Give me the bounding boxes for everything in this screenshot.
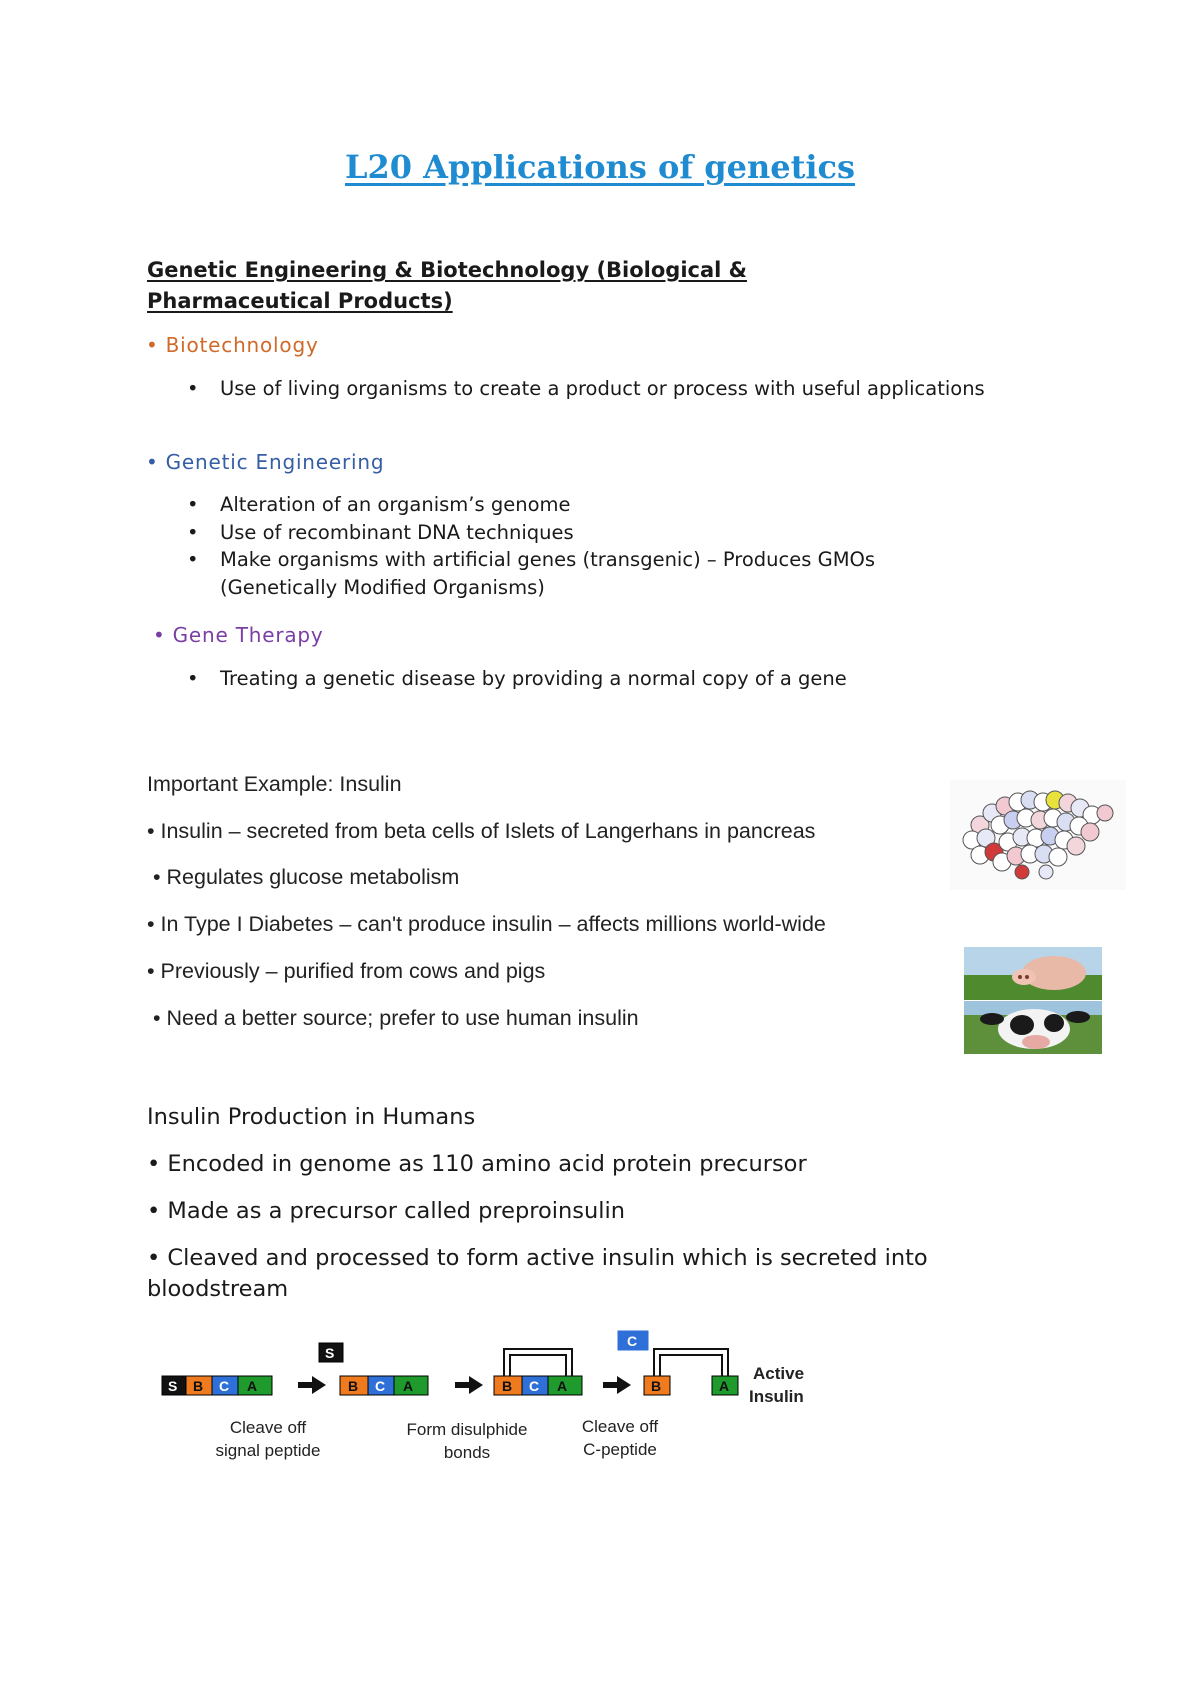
production-heading: Insulin Production in Humans <box>147 1104 476 1130</box>
segment-c-label: C <box>529 1378 540 1394</box>
subhead-gene-therapy <box>153 623 324 647</box>
example-item: • Regulates glucose metabolism <box>153 865 460 889</box>
bonded-proinsulin-chain <box>494 1349 582 1395</box>
production-item: • Encoded in genome as 110 amino acid protein precursor <box>147 1151 807 1177</box>
list-item-text: Use of recombinant DNA techniques <box>220 520 574 544</box>
subhead-genetic-engineering <box>146 450 384 474</box>
section-heading: Genetic Engineering & Biotechnology (Biological & Pharmaceutical Products) <box>147 258 747 313</box>
page-title: L20 Applications of genetics <box>344 148 856 186</box>
subhead-label: Gene Therapy <box>172 623 324 647</box>
segment-c-label: C <box>375 1378 386 1394</box>
example-heading: Important Example: Insulin <box>147 772 402 796</box>
list-item-text: Use of living organisms to create a product or process with useful applications <box>220 377 985 400</box>
segment-s-label: S <box>168 1378 178 1394</box>
bullet: • <box>146 333 159 357</box>
segment-s-label: S <box>325 1345 335 1361</box>
arrow-icon <box>455 1376 483 1394</box>
proinsulin-chain <box>340 1376 428 1395</box>
list-item-text: Alteration of an organism’s genome <box>220 493 571 516</box>
bullet: • <box>187 520 199 544</box>
genetic-engineering-list <box>187 491 987 601</box>
list-item-text: Make organisms with artificial genes (transgenic) – Produces GMOs (Genetically Modified Organisms) <box>220 548 876 599</box>
gene-therapy-list <box>187 665 987 693</box>
production-item: • Made as a precursor called preproinsulin <box>147 1198 626 1224</box>
insulin-molecule-image <box>950 780 1126 890</box>
arrow-icon <box>603 1376 631 1394</box>
step3-label-line2: C-peptide <box>583 1440 657 1459</box>
list-item <box>187 491 987 519</box>
step1-label-line2: signal peptide <box>215 1441 321 1460</box>
example-item: • In Type I Diabetes – can't produce insulin – affects millions world-wide <box>147 912 826 936</box>
production-item: • Cleaved and processed to form active insulin which is secreted into bloodstream <box>147 1245 928 1302</box>
segment-b-label: B <box>651 1378 662 1394</box>
bullet: • <box>187 377 199 400</box>
segment-a-label: A <box>247 1378 258 1394</box>
example-item: • Insulin – secreted from beta cells of Islets of Langerhans in pancreas <box>147 819 816 843</box>
example-item: • Need a better source; prefer to use human insulin <box>153 1006 639 1030</box>
active-insulin-chain <box>644 1349 738 1395</box>
list-item <box>187 519 987 547</box>
subhead-label: Genetic Engineering <box>165 450 385 474</box>
bullet: • <box>146 450 159 474</box>
segment-c-label: C <box>627 1333 638 1349</box>
segment-b-label: B <box>348 1378 359 1394</box>
segment-a-label: A <box>403 1378 414 1394</box>
subhead-biotechnology <box>146 333 319 357</box>
bullet: • <box>187 493 199 516</box>
list-item <box>187 546 960 601</box>
step1-label-line1: Cleave off <box>229 1418 307 1437</box>
subhead-label: Biotechnology <box>165 333 319 357</box>
bullet: • <box>153 623 166 647</box>
biotechnology-list <box>187 375 987 403</box>
arrow-icon <box>298 1376 326 1394</box>
preproinsulin-chain <box>162 1376 272 1395</box>
list-item <box>187 665 987 693</box>
bullet: • <box>187 548 199 571</box>
segment-b-label: B <box>193 1378 204 1394</box>
example-item: • Previously – purified from cows and pigs <box>147 959 546 983</box>
bullet: • <box>187 667 199 690</box>
step3-label-line1: Cleave off <box>581 1417 659 1436</box>
step2-label-line2: bonds <box>443 1443 491 1462</box>
result-label-line2: Insulin <box>749 1387 804 1406</box>
segment-c-label: C <box>219 1378 230 1394</box>
segment-b-label: B <box>502 1378 513 1394</box>
segment-a-label: A <box>557 1378 568 1394</box>
result-label-line1: Active <box>753 1364 805 1383</box>
pig-and-cow-image <box>964 947 1102 1054</box>
list-item <box>187 375 987 403</box>
insulin-processing-diagram <box>160 1330 840 1465</box>
segment-a-label: A <box>719 1378 730 1394</box>
list-item-text: Treating a genetic disease by providing a normal copy of a gene <box>220 667 847 690</box>
step2-label-line1: Form disulphide <box>406 1420 528 1439</box>
